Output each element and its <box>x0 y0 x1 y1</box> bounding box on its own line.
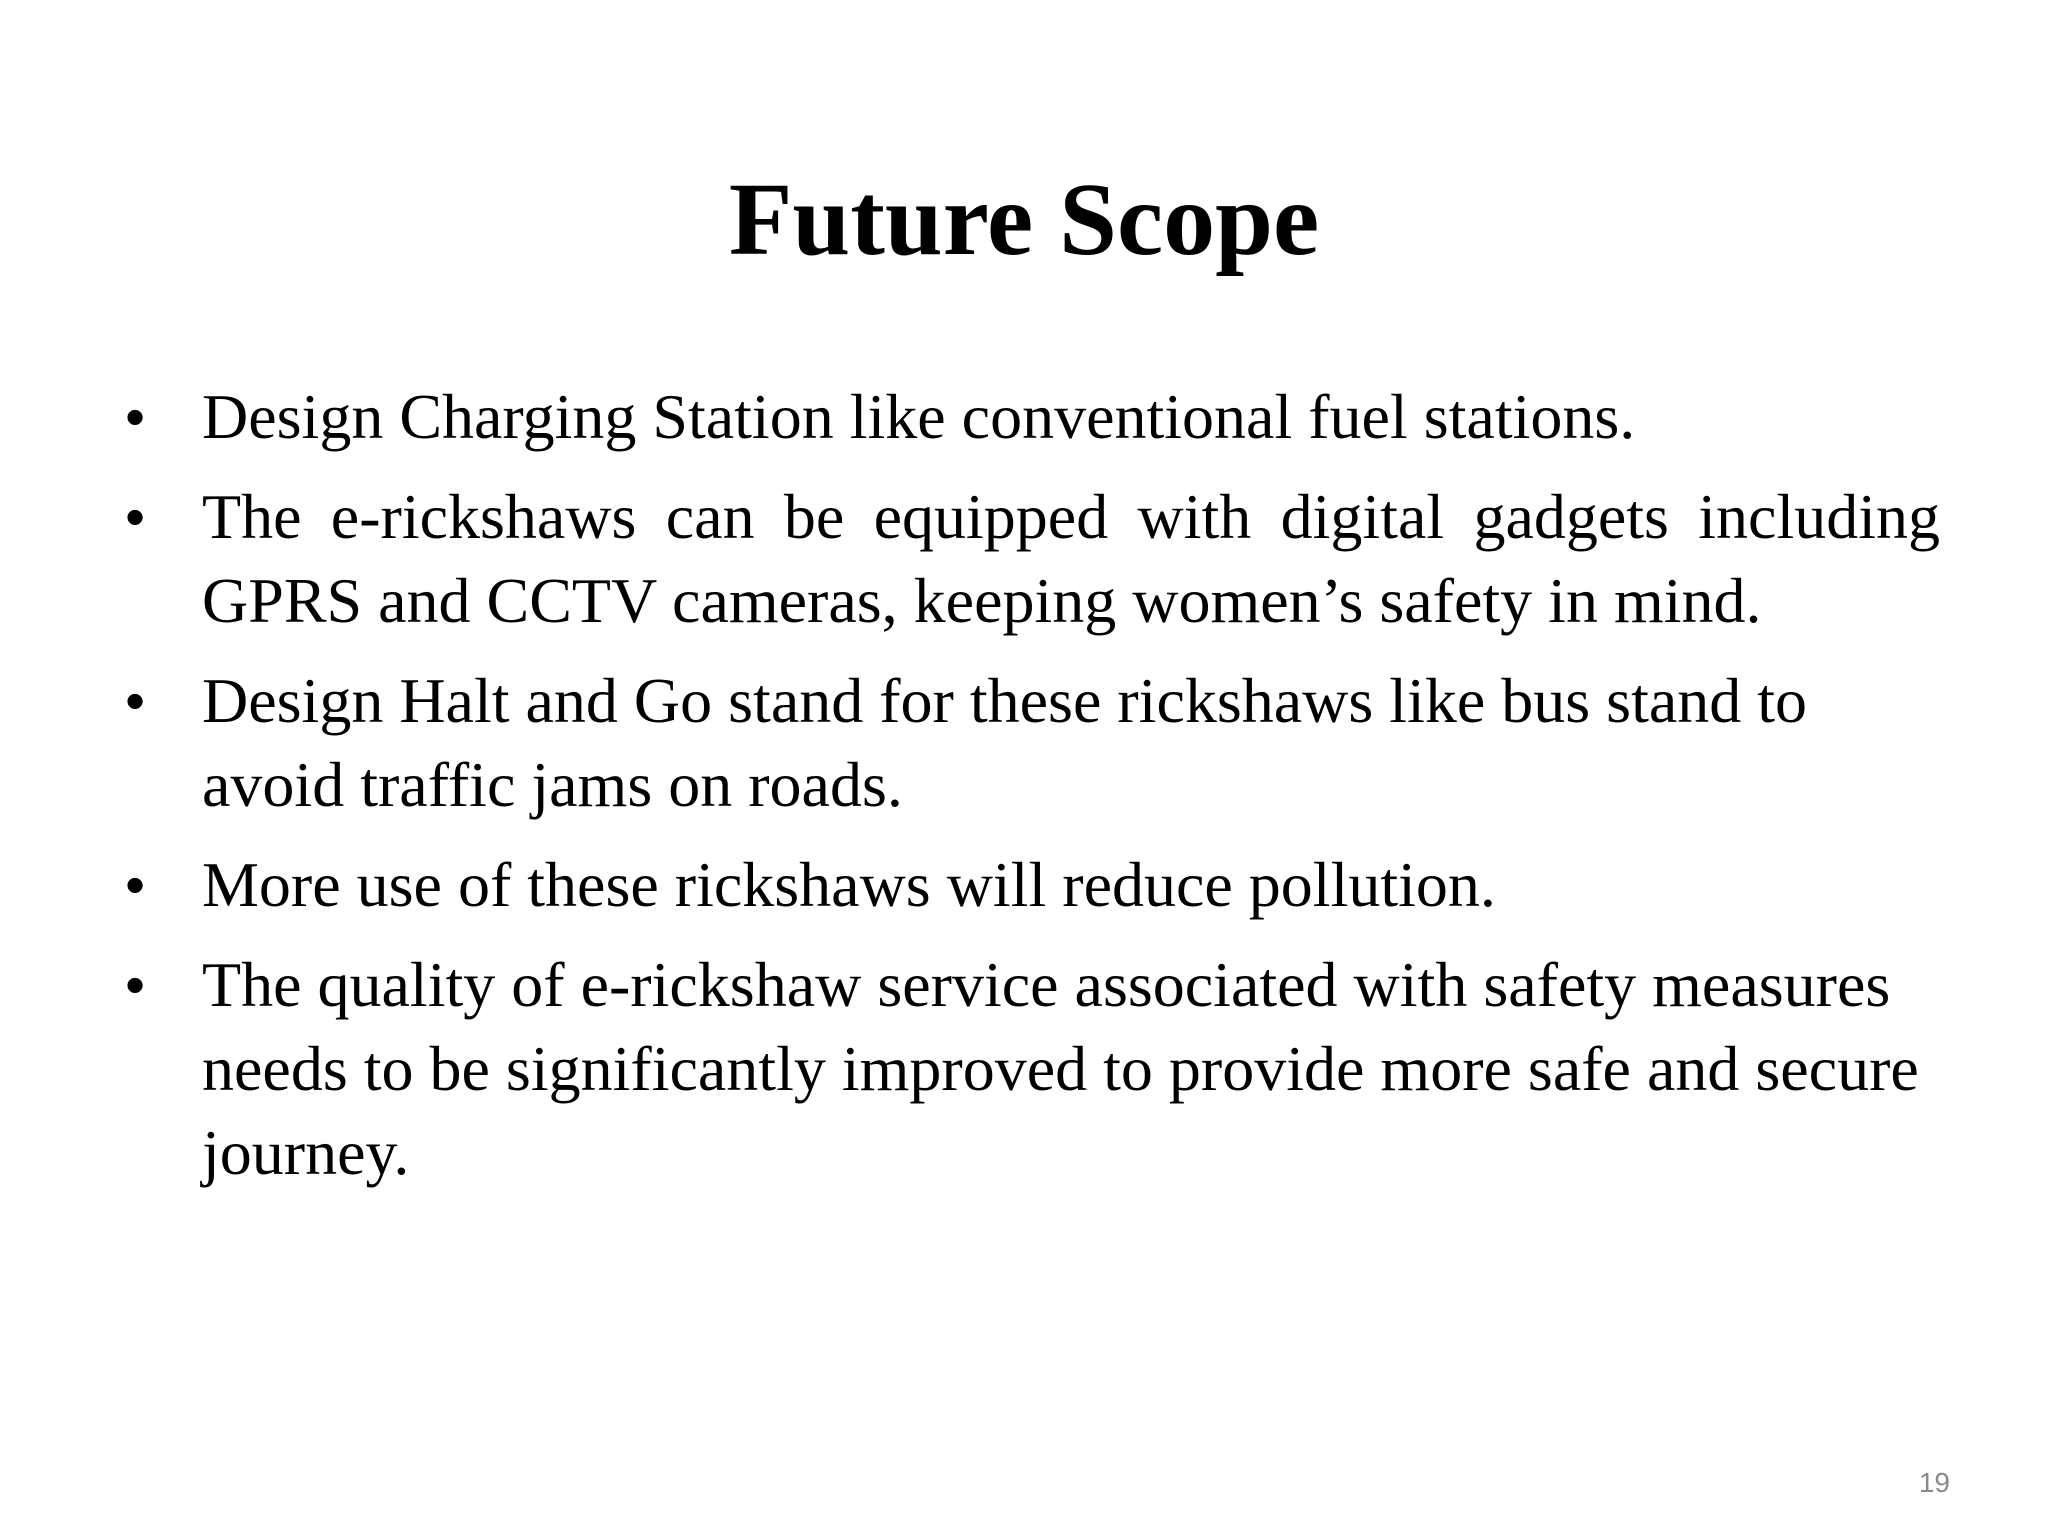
bullet-item <box>120 475 1940 643</box>
bullet-text: Design Halt and Go stand for these rickshaws like bus stand to avoid traffic jams on roads. <box>202 665 1808 820</box>
bullet-item <box>120 843 1940 927</box>
bullet-icon: • <box>125 385 145 448</box>
bullet-text: The quality of e-rickshaw service associated with safety measures needs to be significantly improved to provide more safe and secure journey. <box>202 949 1919 1188</box>
bullet-icon: • <box>125 485 145 548</box>
bullet-icon: • <box>125 953 145 1016</box>
slide-title: Future Scope <box>728 162 1320 277</box>
bullet-icon: • <box>125 669 145 732</box>
bullet-text: More use of these rickshaws will reduce pollution. <box>202 849 1496 920</box>
page-number: 19 <box>1918 1467 1950 1498</box>
bullet-item <box>120 943 1940 1195</box>
bullet-item <box>120 659 1940 827</box>
bullet-icon: • <box>125 853 145 916</box>
bullet-text: Design Charging Station like conventional fuel stations. <box>202 381 1636 452</box>
bullet-text: The e-rickshaws can be equipped with digital gadgets including GPRS and CCTV cameras, keeping women’s safety in mind. <box>202 481 1940 636</box>
bullet-list <box>120 375 1940 1211</box>
bullet-item <box>120 375 1940 459</box>
